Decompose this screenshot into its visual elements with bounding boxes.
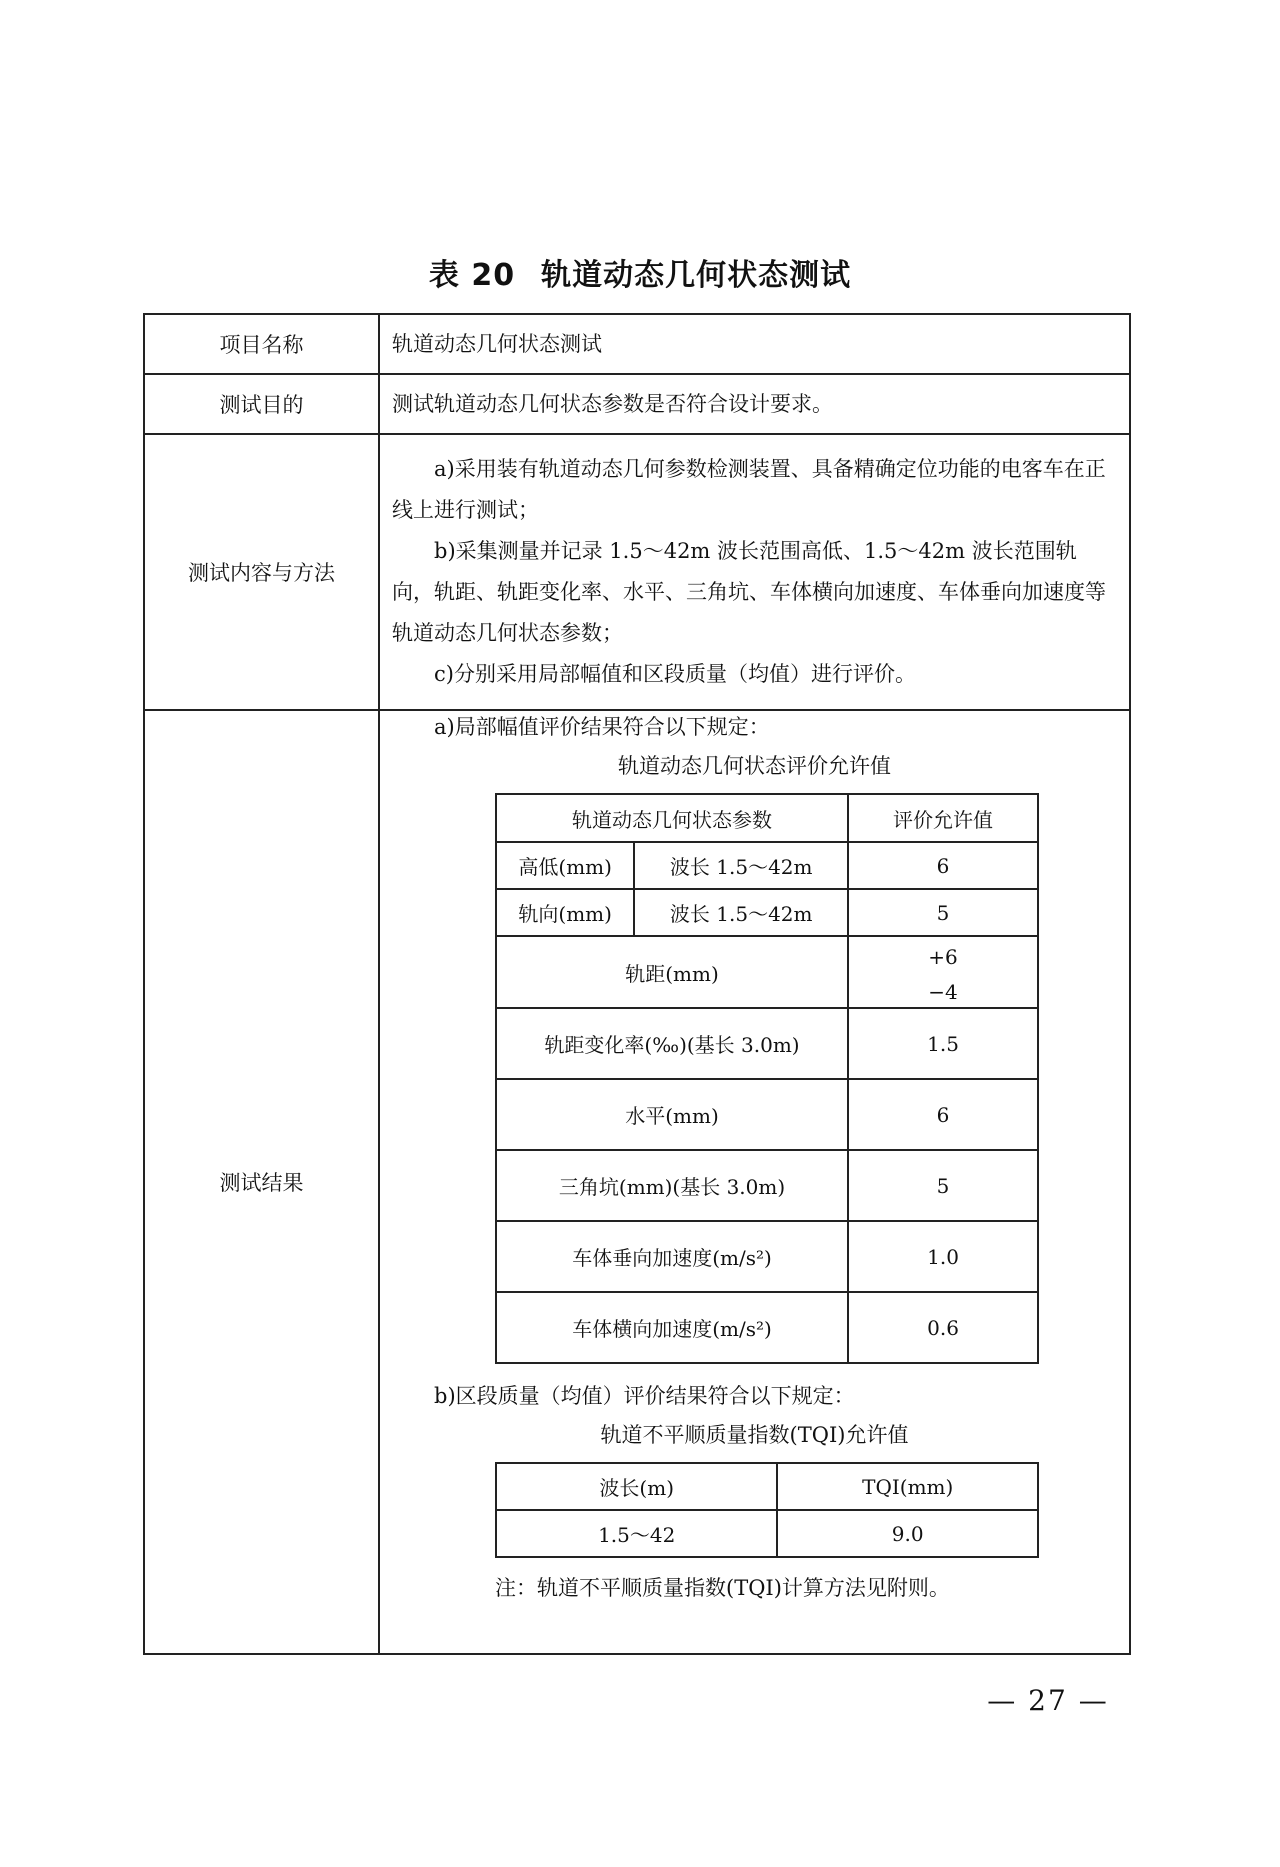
test-purpose-label: 测试目的 [144, 374, 379, 434]
row-project-name [144, 314, 1130, 374]
param-cell: 三角坑(mm)(基长 3.0m) [496, 1150, 848, 1221]
project-name-label: 项目名称 [144, 314, 379, 374]
table-row [496, 842, 1038, 889]
table-title-text: 轨道动态几何状态测试 [541, 258, 852, 293]
page-number: — 27 — [987, 1684, 1109, 1717]
allowable-values-table [495, 793, 1039, 1364]
header-tqi: TQI(mm) [777, 1463, 1038, 1510]
table-title [0, 250, 1280, 294]
results-item-a: a)局部幅值评价结果符合以下规定： [434, 715, 770, 739]
value-cell: 6 [848, 1079, 1038, 1150]
value-cell: 1.5 [848, 1008, 1038, 1079]
allowable-values-caption: 轨道动态几何状态评价允许值 [618, 754, 891, 778]
param-cell: 高低(mm) [496, 842, 634, 889]
content-paragraph-a: a)采用装有轨道动态几何参数检测装置、具备精确定位功能的电客车在正线上进行测试； [392, 457, 1106, 522]
test-content-label: 测试内容与方法 [144, 434, 379, 710]
header-allowable-value: 评价允许值 [848, 794, 1038, 842]
tqi-caption: 轨道不平顺质量指数(TQI)允许值 [600, 1423, 909, 1447]
header-wavelength: 波长(m) [496, 1463, 777, 1510]
value-cell: 6 [848, 842, 1038, 889]
param-cell: 轨距变化率(‰)(基长 3.0m) [496, 1008, 848, 1079]
wavelength-cell: 1.5～42 [496, 1510, 777, 1557]
param-cell: 轨向(mm) [496, 889, 634, 936]
test-purpose-value: 测试轨道动态几何状态参数是否符合设计要求。 [379, 374, 1130, 434]
header-parameter: 轨道动态几何状态参数 [496, 794, 848, 842]
test-results-label: 测试结果 [144, 710, 379, 1654]
table-row [496, 1079, 1038, 1150]
value-cell [848, 936, 1038, 1008]
param-sub-cell: 波长 1.5～42m [634, 889, 848, 936]
table-row [496, 1510, 1038, 1557]
content-paragraph-b: b)采集测量并记录 1.5～42m 波长范围高低、1.5～42m 波长范围轨向，轨距、轨距变化率、水平、三角坑、车体横向加速度、车体垂向加速度等轨道动态几何状态参数； [392, 539, 1106, 645]
param-cell: 车体横向加速度(m/s²) [496, 1292, 848, 1363]
results-item-b: b)区段质量（均值）评价结果符合以下规定： [434, 1384, 855, 1408]
allowable-table-header [496, 794, 1038, 842]
param-cell: 轨距(mm) [496, 936, 848, 1008]
param-cell: 水平(mm) [496, 1079, 848, 1150]
project-name-value: 轨道动态几何状态测试 [379, 314, 1130, 374]
table-row [496, 1292, 1038, 1363]
table-row [496, 1221, 1038, 1292]
row-test-content [144, 434, 1130, 710]
value-lower: −4 [928, 980, 958, 1004]
value-cell: 5 [848, 1150, 1038, 1221]
tqi-table-header [496, 1463, 1038, 1510]
tqi-cell: 9.0 [777, 1510, 1038, 1557]
value-cell: 5 [848, 889, 1038, 936]
table-row [496, 889, 1038, 936]
row-test-purpose [144, 374, 1130, 434]
value-cell: 0.6 [848, 1292, 1038, 1363]
test-content-body [379, 434, 1130, 710]
value-cell: 1.0 [848, 1221, 1038, 1292]
test-spec-table [143, 313, 1131, 1655]
tqi-table [495, 1462, 1039, 1558]
test-results-body [379, 710, 1130, 1654]
tqi-note: 注：轨道不平顺质量指数(TQI)计算方法见附则。 [495, 1576, 950, 1600]
value-upper: +6 [928, 945, 958, 969]
content-paragraph-c: c)分别采用局部幅值和区段质量（均值）进行评价。 [434, 662, 916, 686]
row-test-results [144, 710, 1130, 1654]
param-cell: 车体垂向加速度(m/s²) [496, 1221, 848, 1292]
table-row [496, 936, 1038, 1008]
table-number: 表 20 [428, 258, 516, 293]
table-row [496, 1008, 1038, 1079]
table-row [496, 1150, 1038, 1221]
param-sub-cell: 波长 1.5～42m [634, 842, 848, 889]
